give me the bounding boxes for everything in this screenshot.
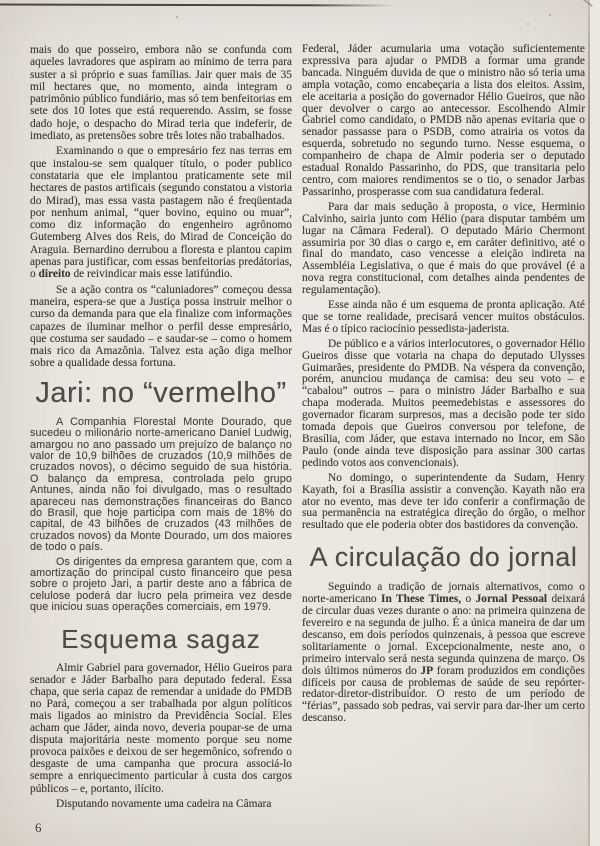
bold-text-run: In These Times, (381, 593, 462, 606)
column-right (302, 44, 585, 728)
paragraph (30, 284, 292, 370)
bold-text-run: Jornal Pessoal (475, 593, 548, 606)
paragraph (302, 44, 585, 199)
paper-speck (176, 16, 178, 18)
text-run: No domingo, o superintendente da Sudam, Henry Kayath, foi a Brasília assistir a convenção. Kayath não era ator no evento, mas deve ter ido conferir a confirmação de sua permanência na estratégica direção do órgão, o melhor resultado que ele poderia obter dos bastidores da convenção. (302, 471, 585, 532)
scan-artifact-top-line (0, 3, 396, 6)
paper-speck (549, 14, 551, 16)
text-run: Examinando o que o empresário fez nas terras em que instalou-se sem qualquer título, o poder publico constataria que ele implantou praticamente sete mil hectares de pastos artificais (segundo constatou a vistoria do Mirad), mas essa vasta pastagem não é freqüentada por nenhum animal, “quer bovino, equino ou muar”, como diz informação do engenheiro agrônomo Gutemberg Alves dos Reis, do Mirad de Conceição do Araguia. Bernardino derrubou a floresta e plantou capim apenas para justificar, com essas benfeitorias predátorias, o (30, 145, 292, 281)
text-run: Esse ainda não é um esquema de pronta aplicação. Até que se torne realidade, precisará vencer muitos obstáculos. Mas é o típico raciocínio pessedista-jaderista. (302, 299, 585, 335)
paragraph (302, 339, 585, 470)
paper-speck (527, 23, 529, 25)
paragraph (302, 582, 585, 725)
paragraph (30, 417, 292, 554)
headline-jari: Jari: no “vermelho” (35, 376, 287, 409)
text-run: deixará de circular duas vezes durante o ano: na primeira quinzena de fevereiro e na segunda de julho. É a única maneira de dar um descanso, em dois períodos quinzenais, à pessoa que escreve solitariamente o jornal. Excepcionalmente, neste ano, o primeiro intervalo será nesta segunda quinzena de março. Os dois últimos números do (302, 593, 585, 677)
paragraph (30, 798, 292, 810)
paragraph (30, 44, 292, 142)
column-left (30, 44, 292, 813)
headline-circulacao: A circulação do jornal (309, 542, 578, 573)
text-run: Federal, Jáder acumularia uma votação suficientemente expressiva para ajudar o PMDB a formar uma grande bancada. Ninguém duvida de que o ministro não só teria uma ampla votação, como encabeçaria a lista dos eleitos. Assim, ele aceitaria a posição do governador Hélio Gueiros, que não quer devolver o cargo ao antecessor. Escolhendo Almir Gabriel como candidato, o PMDB não apenas evitaria que o senador passasse para o PSDB, como atrairia os votos da esquerda, sobretudo no segundo turno. Nesse esquema, o companheiro de chapa de Almir poderia ser o deputado estadual Ronaldo Passarinho, do PDS, que transitaria pelo centro, com maiores rendimentos se o tio, o senador Jarbas Passarinho, prosperasse com sua candidatura federal. (302, 43, 585, 198)
text-run: Almir Gabriel para governador, Hélio Gueiros para senador e Jáder Barbalho para deputado federal. Essa chapa, que seria capaz de remendar a unidade do PMDB no Pará, começou a ser trabalhada por algun políticos mais ligados ao ministro da Previdência Social. Eles acham que Jáder, ainda novo, deveria poupar-se de uma disputa majoritária neste momento porque seu nome provoca paixões e deixou de ser hegemônico, sofrendo o desgaste de uma campanha que procura associá-lo sempre a enriquecimento particular à custa dos cargos públicos – e, portanto, ilícito. (30, 661, 292, 795)
text-run: Disputando novamente uma cadeira na Câmara (56, 797, 272, 810)
text-run: A Companhia Florestal Monte Dourado, que sucedeu o milionário norte-americano Daniel Ludwig, amargou no ano passado um prejuízo de balanço no valor de 10,9 bilhões de cruzados (10,9 milhões de cruzados novos), o décimo seguido de sua história. O balanço da empresa, controlada pelo grupo Antunes, ainda não foi divulgado, mas o resultado apareceu nas demonstrações financeiras do Banco do Brasil, que hoje participa com mais de 18% do capital, de 43 bilhões de cruzados (43 milhões de cruzados novos) da Monte Dourado, um dos maiores de todo o país. (30, 415, 292, 554)
text-run: Seguindo a tradição de jornais alternativos, como o norte-americano (302, 581, 585, 606)
text-run: mais do que posseiro, embora não se confunda com aqueles lavradores que aspiram ao mínimo de terra para suster a si próprio e suas famílias. Jair quer mais de 35 mil hectares que, no momento, ainda integram o patrimônio público fundiário, mas só tem benfeitorias em sete dos 10 lotes que está requerendo. Assim, se fosse dado hoje, o despacho do Mirad teria que indeferir, de imediato, as pretensões sobre três lotes não trabalhados. (30, 44, 292, 143)
text-run: Para dar mais sedução à proposta, o vice, Herminio Calvinho, sairia junto com Hélio (para disputar também um lugar na Câmara Federal). O deputado Mário Chermont assumiria por 30 dias o cargo e, em caráter definitivo, até o final do mandato, caso vencesse a eleição indireta na Assembléia Legislativa, o que é mais do que provável (é a nova regra constitucional, com detalhes ainda pendentes de regulamentação). (302, 200, 585, 297)
paragraph (302, 300, 585, 336)
scan-artifact-right-edge (588, 0, 590, 846)
text-run: Os dirigentes da empresa garantem que, com a amortização do principal custo financeiro que pesa sobre o projeto Jari, a partir deste ano a fábrica de celulose poderá dar lucro pela primeira vez desde que iniciou suas operações comerciais, em 1979. (30, 555, 292, 614)
scan-artifact-right-strip (590, 0, 600, 846)
paragraph (30, 662, 292, 795)
text-run: De público e a vários interlocutores, o governador Hélio Gueiros disse que votaria na chapa do deputado Ulysses Guimarães, presidente do PMDB. Na véspera da convenção, porém, anunciou mudança de camisa: deu seu voto – e “cabalou” outros – para o ministro Jáder Barbalho e sua chapa moderada. Muitos peemedebistas e assessores do governador ficaram surpresos, mas a decisão pode ter sido tomada depois que Gueiros conversou por telefone, de Brasília, com Jáder, que estava internado no Incor, em São Paulo (onde ainda teve disposição para assinar 300 cartas pedindo votos aos convencionais). (302, 337, 585, 469)
text-run: Se a ação contra os “caluniadores” começou dessa maneira, espera-se que a Justiça possa instruir melhor o curso da demanda para que ela finalize com informações capazes de iluminar melhor o perfil desse empresário, que costuma ser saudado – e saudar-se – como o homem mais rico da Amazônia. Talvez esta ação diga melhor sobre a qualidade dessa fortuna. (30, 283, 292, 370)
text-run: o (461, 593, 476, 606)
paragraph (30, 557, 292, 614)
text-run: foram produzidos em condições difíceis por causa de problemas de saúde de seu repórter-redator-diretor-distribuidor. O resto de um período de “férias”, passado sob pedras, vai servir para dar-lher um certo descanso. (302, 664, 585, 725)
text-run: de reivindicar mais esse latifúndio. (70, 268, 233, 281)
paragraph (302, 473, 585, 533)
paragraph (30, 145, 292, 280)
page-number: 6 (35, 820, 42, 835)
bold-text-run: direito (38, 268, 71, 281)
headline-esquema: Esquema sagaz (61, 623, 261, 654)
paragraph (302, 202, 585, 297)
bold-text-run: JP (420, 664, 434, 677)
